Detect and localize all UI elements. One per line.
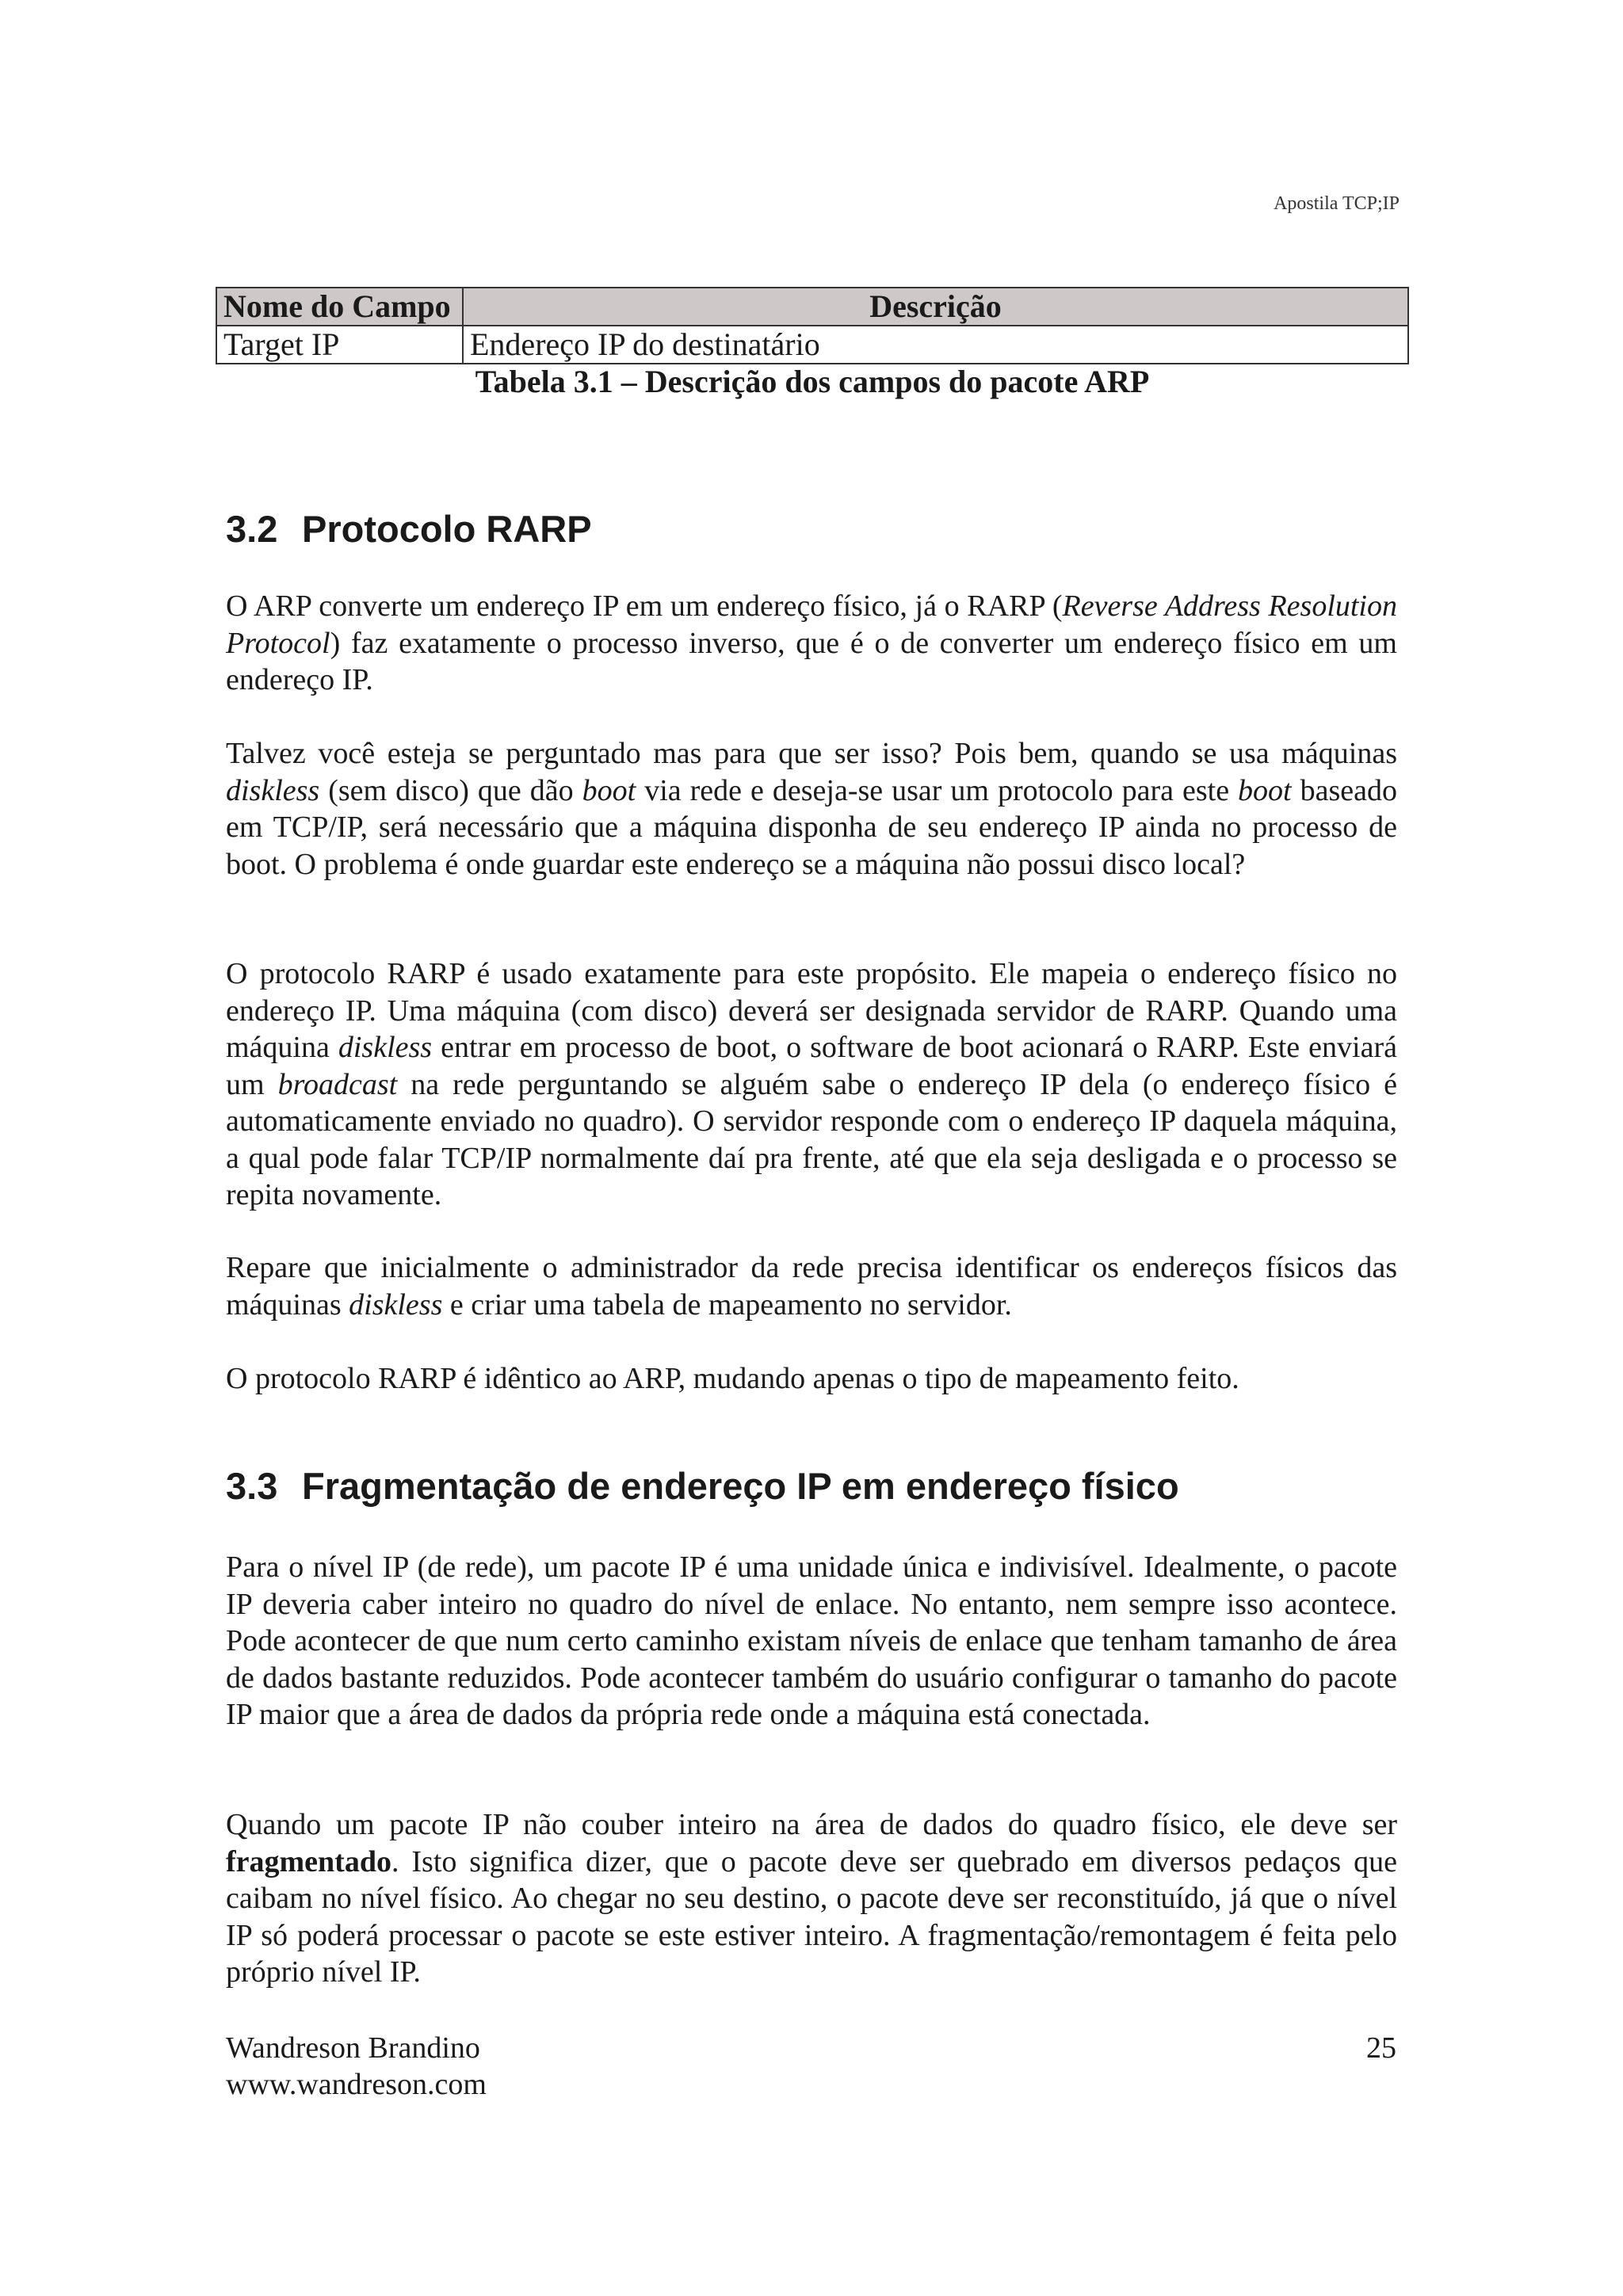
footer-website: www.wandreson.com: [226, 2068, 487, 2101]
table-caption: Tabela 3.1 – Descrição dos campos do pacote ARP: [475, 364, 1150, 399]
paragraph: [226, 1249, 1397, 1323]
paragraph: [226, 735, 1397, 883]
text-run: Repare que inicialmente o administrador da rede precisa identificar os endereços físicos das máquinas: [226, 1251, 1397, 1322]
emphasis: diskless: [226, 773, 320, 807]
text-run: O ARP converte um endereço IP em um endereço físico, já o RARP (: [226, 589, 1063, 623]
section-title: Protocolo RARP: [302, 508, 592, 550]
text-run: (sem disco) que dão: [319, 773, 582, 807]
text-run: Talvez você esteja se perguntado mas para que ser isso? Pois bem, quando se usa máquinas: [226, 737, 1397, 770]
footer-author-block: [226, 2030, 487, 2103]
section-title: Fragmentação de endereço IP em endereço físico: [302, 1465, 1179, 1507]
table-cell-description: Endereço IP do destinatário: [463, 326, 1408, 364]
table-header-description: Descrição: [463, 288, 1408, 326]
text-run: . Isto significa dizer, que o pacote deve ser quebrado em diversos pedaços que caibam no nível físico. Ao chegar no seu destino, o pacote deve ser reconstituído, já que o nível IP só poderá processar o pacote se este estiver inteiro. A fragmentação/remontagem é feita pelo próprio nível IP.: [226, 1844, 1397, 1989]
paragraph: [226, 588, 1397, 699]
text-run: entrar em processo de boot, o software de boot acionará o RARP. Este enviará um: [226, 1031, 1397, 1101]
fields-table: [216, 287, 1409, 364]
text-run: na rede perguntando se alguém sabe o endereço IP dela (o endereço físico é automaticamente enviado no quadro). O servidor responde com o endereço IP daquela máquina, a qual pode falar TCP/IP normalmente daí pra frente, até que ela seja desligada e o processo se repita novamente.: [226, 1067, 1397, 1211]
table-row: [216, 326, 1408, 364]
text-run: via rede e deseja-se usar um protocolo para este: [636, 773, 1239, 807]
paragraph: [226, 955, 1397, 1214]
section-number: 3.3: [226, 1465, 278, 1507]
emphasis: broadcast: [277, 1067, 398, 1101]
emphasis: boot: [1238, 773, 1292, 807]
bold-term: fragmentado: [226, 1844, 391, 1878]
section-heading-3-2: [226, 507, 592, 551]
text-run: ) faz exatamente o processo inverso, que é o de converter um endereço físico em um endereço IP.: [226, 626, 1397, 696]
emphasis: boot: [582, 773, 636, 807]
emphasis: diskless: [349, 1287, 443, 1322]
footer-author-name: Wandreson Brandino: [226, 2031, 480, 2065]
table-header-field-name: Nome do Campo: [216, 288, 463, 326]
text-run: Quando um pacote IP não couber inteiro na área de dados do quadro físico, ele deve ser: [226, 1808, 1397, 1841]
paragraph: O protocolo RARP é idêntico ao ARP, mudando apenas o tipo de mapeamento feito.: [226, 1362, 1239, 1395]
emphasis: diskless: [338, 1031, 433, 1064]
table-cell-field-name: Target IP: [216, 326, 463, 364]
paragraph: Para o nível IP (de rede), um pacote IP é uma unidade única e indivisível. Idealmente, o pacote IP deveria caber inteiro no quadro do nível de enlace. No entanto, nem sempre isso acontece. Pode acontecer de que num certo caminho existam níveis de enlace que tenham tamanho de área de dados bastante reduzidos. Pode acontecer também do usuário configurar o tamanho do pacote IP maior que a área de dados da própria rede onde a máquina está conectada.: [226, 1550, 1397, 1731]
text-run: e criar uma tabela de mapeamento no servidor.: [442, 1287, 1012, 1322]
paragraph: [226, 1806, 1397, 1991]
text-run: baseado em TCP/IP, será necessário que a máquina disponha de seu endereço IP ainda no processo de boot. O problema é onde guardar este endereço se a máquina não possui disco local?: [226, 773, 1397, 881]
page-number: 25: [1366, 2031, 1396, 2065]
running-header: Apostila TCP;IP: [1274, 193, 1400, 214]
emphasis: Reverse Address Resolution Protocol: [226, 589, 1397, 660]
text-run: O protocolo RARP é usado exatamente para este propósito. Ele mapeia o endereço físico no endereço IP. Uma máquina (com disco) deverá ser designada servidor de RARP. Quando uma máquina: [226, 957, 1397, 1064]
section-heading-3-3: [226, 1464, 1179, 1508]
section-number: 3.2: [226, 508, 278, 550]
table-header-row: [216, 288, 1408, 326]
